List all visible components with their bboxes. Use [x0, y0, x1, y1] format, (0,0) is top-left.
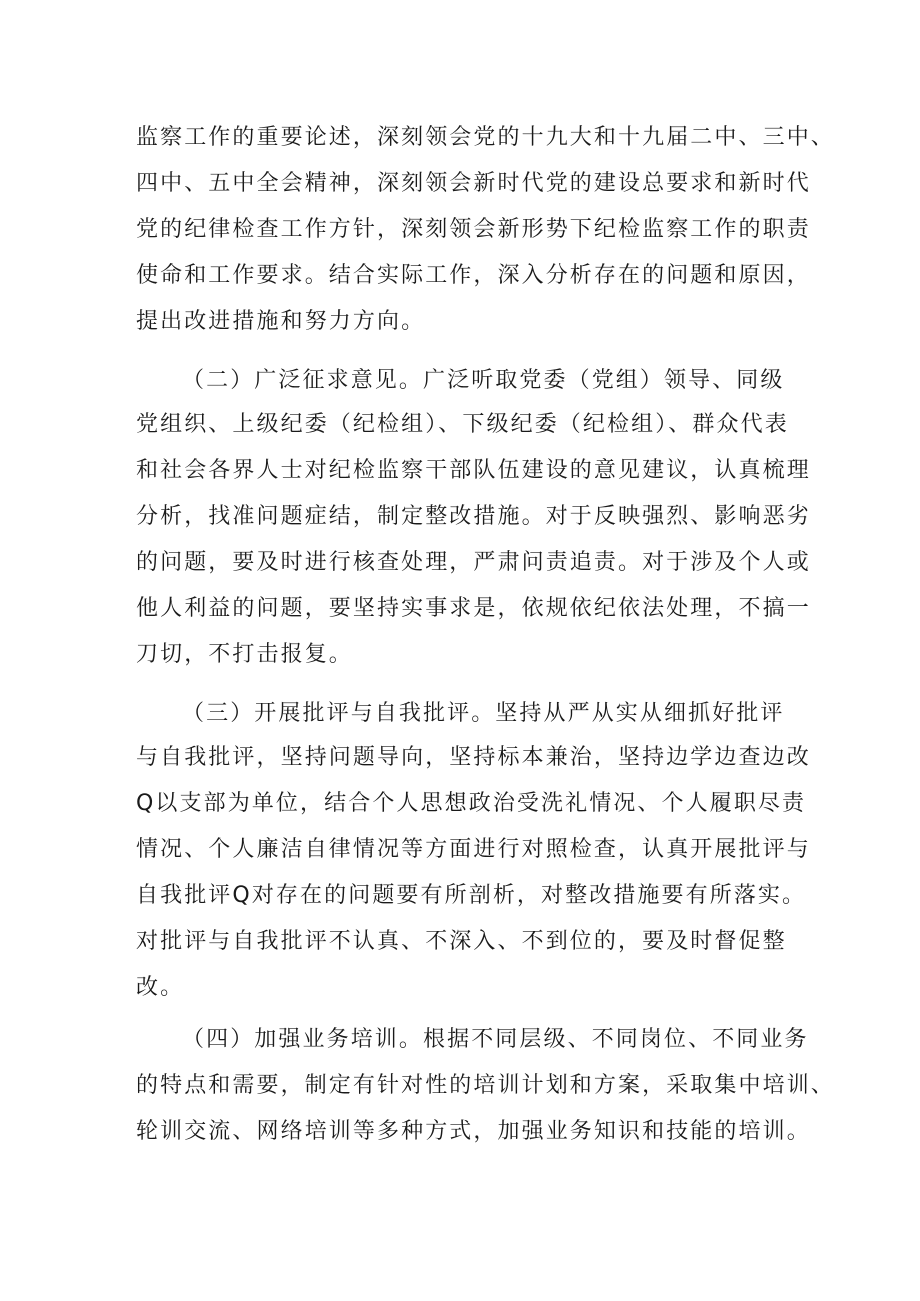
- text-line: 自我批评Q对存在的问题要有所剖析，对整改措施要有所落实。: [136, 883, 807, 908]
- text-line: （二）广泛征求意见。广泛听取党委（党组）领导、同级: [182, 368, 785, 393]
- text-line: 的问题，要及时进行核查处理，严肃问责追责。对于涉及个人或: [136, 550, 811, 575]
- text-line: （三）开展批评与自我批评。坚持从严从实从细抓好批评: [182, 701, 785, 726]
- text-line: 刀切，不打击报复。: [136, 642, 353, 667]
- text-line: 使命和工作要求。结合实际工作，深入分析存在的问题和原因，: [136, 263, 811, 288]
- text-line: Q以支部为单位，结合个人思想政治受洗礼情况、个人履职尽责: [136, 791, 807, 816]
- text-line: 和社会各界人士对纪检监察干部队伍建设的意见建议，认真梳理: [136, 458, 811, 483]
- text-line: 分析，找准问题症结，制定整改措施。对于反映强烈、影响恶劣: [136, 504, 811, 529]
- text-line: 改。: [136, 975, 185, 1000]
- text-line: 轮训交流、网络培训等多种方式，加强业务知识和技能的培训。: [136, 1119, 811, 1144]
- text-line: 提出改进措施和努力方向。: [136, 309, 426, 334]
- text-line: 四中、五中全会精神，深刻领会新时代党的建设总要求和新时代: [136, 171, 811, 196]
- text-line: 监察工作的重要论述，深刻领会党的十九大和十九届二中、三中、: [136, 125, 835, 150]
- text-line: 对批评与自我批评不认真、不深入、不到位的，要及时督促整: [136, 929, 787, 954]
- text-line: 党组织、上级纪委（纪检组）、下级纪委（纪检组）、群众代表: [136, 412, 789, 437]
- text-line: 他人利益的问题，要坚持实事求是，依规依纪依法处理，不搞一: [136, 596, 811, 621]
- text-line: 党的纪律检查工作方针，深刻领会新形势下纪检监察工作的职责: [136, 217, 811, 242]
- text-line: 的特点和需要，制定有针对性的培训计划和方案，采取集中培训、: [136, 1073, 835, 1098]
- text-line: 与自我批评，坚持问题导向，坚持标本兼治，坚持边学边查边改: [136, 745, 811, 770]
- text-line: 情况、个人廉洁自律情况等方面进行对照检查，认真开展批评与: [136, 837, 811, 862]
- text-line: （四）加强业务培训。根据不同层级、不同岗位、不同业务: [182, 1027, 809, 1052]
